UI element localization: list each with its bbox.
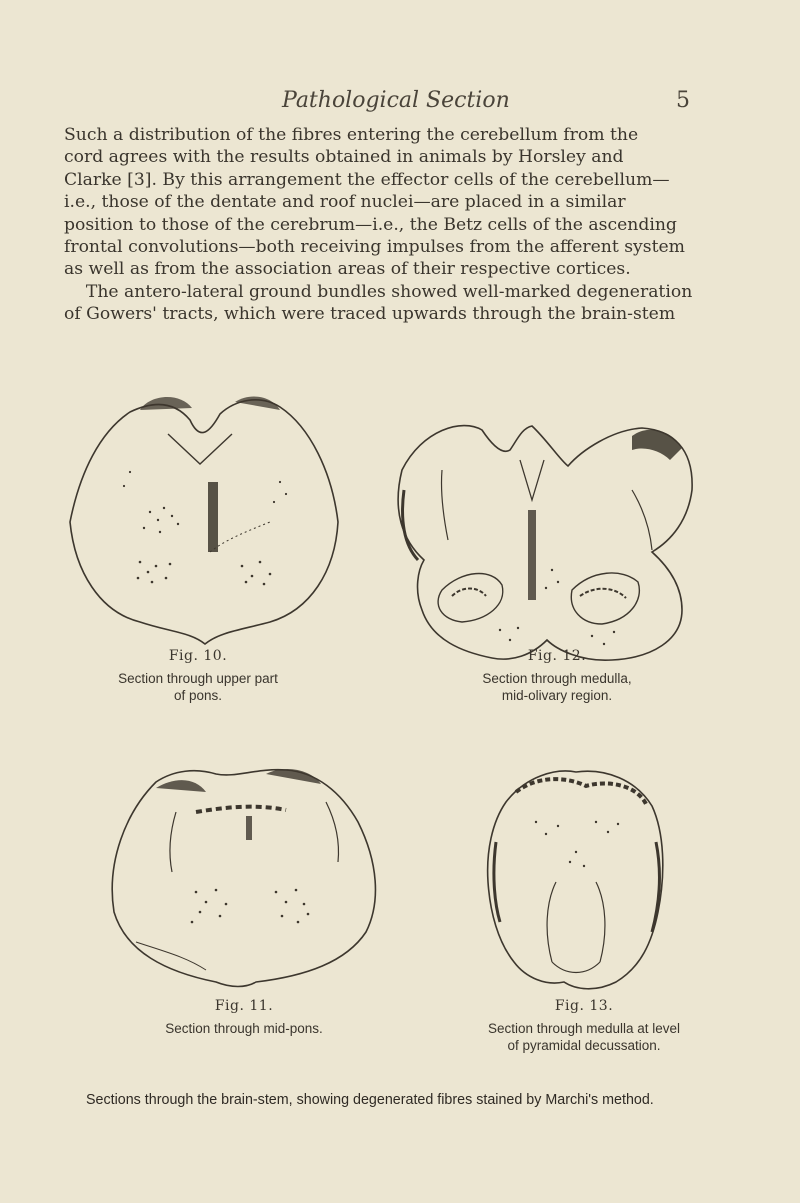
figure-10-caption <box>76 648 320 704</box>
figure-label: Fig. 12. <box>527 648 587 664</box>
figure-caption-line: mid-olivary region. <box>501 688 613 703</box>
figure-label: Fig. 10. <box>168 648 228 664</box>
text-line: The antero-lateral ground bundles showed well-marked degeneration <box>64 281 693 302</box>
figure-label: Fig. 13. <box>554 998 614 1014</box>
figure-caption-line: Section through medulla at level <box>487 1021 681 1036</box>
text-line: of Gowers' tracts, which were traced upwards through the brain-stem <box>64 304 676 325</box>
figure-caption-line: Section through mid-pons. <box>165 1021 323 1036</box>
figure-13-caption <box>452 998 716 1054</box>
text-line: cord agrees with the results obtained in animals by Horsley and <box>64 147 624 168</box>
figure-label: Fig. 11. <box>214 998 274 1014</box>
running-title: Pathological Section <box>282 88 510 113</box>
text-line: Clarke [3]. By this arrangement the effector cells of the cerebellum— <box>64 169 670 190</box>
figure-caption-line: of pyramidal decussation. <box>507 1038 661 1053</box>
figure-12-illustration <box>382 400 702 668</box>
figure-12-caption <box>422 648 692 704</box>
text-line: as well as from the association areas of their respective cortices. <box>64 259 631 280</box>
plate-caption: Sections through the brain-stem, showing degenerated fibres stained by Marchi's method. <box>86 1092 654 1108</box>
figure-caption-line: of pons. <box>173 688 223 703</box>
running-head <box>0 88 800 122</box>
body-paragraphs <box>64 124 742 326</box>
figure-11-illustration <box>96 752 396 992</box>
text-line: position to those of the cerebrum—i.e., the Betz cells of the ascending <box>64 214 677 235</box>
figure-caption-line: Section through upper part <box>118 671 278 686</box>
figure-caption-line: Section through medulla, <box>482 671 632 686</box>
page-number: 5 <box>676 88 690 113</box>
text-line: frontal convolutions—both receiving impulses from the afferent system <box>64 237 685 258</box>
text-line: i.e., those of the dentate and roof nuclei—are placed in a similar <box>64 192 626 213</box>
figure-11-caption <box>124 998 364 1037</box>
figure-10-illustration <box>60 382 350 652</box>
figure-13-illustration <box>476 762 676 992</box>
text-line: Such a distribution of the fibres entering the cerebellum from the <box>64 125 639 145</box>
